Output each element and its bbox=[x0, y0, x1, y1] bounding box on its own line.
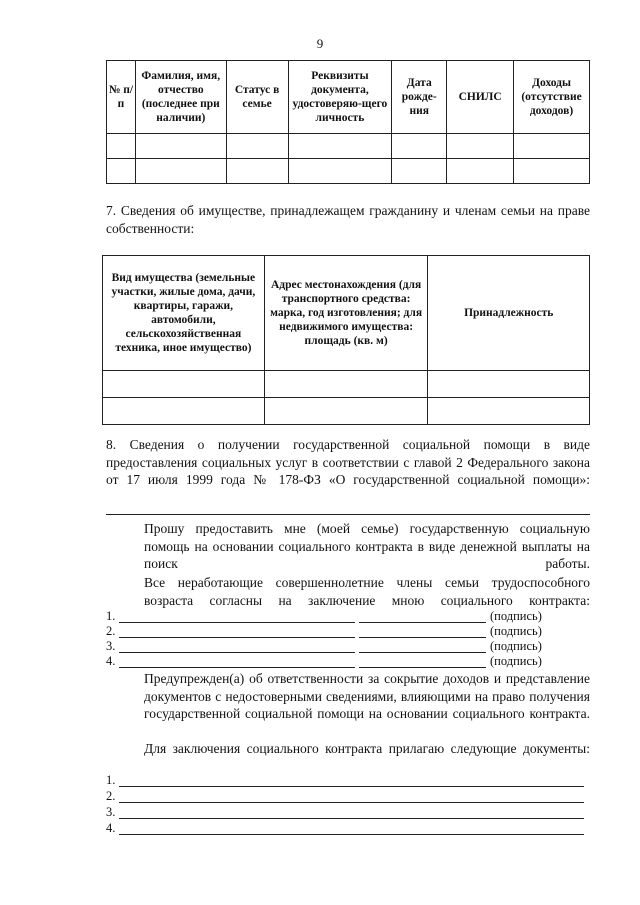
signature-label: (подпись) bbox=[490, 624, 542, 638]
attachment-line[interactable] bbox=[106, 804, 590, 821]
line-number: 1. bbox=[106, 773, 116, 787]
column-header-birth-date: Дата рожде-ния bbox=[392, 61, 447, 134]
table-cell[interactable] bbox=[447, 134, 514, 159]
warning-text: Предупрежден(а) об ответственности за сокрытие доходов и представление документов с недостоверными сведениями, влияющими на право получения государственной социальной помощи на основании социального контракта. bbox=[144, 671, 590, 721]
table-cell[interactable] bbox=[288, 134, 392, 159]
family-members-table bbox=[106, 60, 590, 184]
section-8-answer-line[interactable] bbox=[106, 514, 590, 515]
table-cell[interactable] bbox=[428, 398, 590, 425]
column-header-ownership: Принадлежность bbox=[428, 256, 590, 371]
table-cell[interactable] bbox=[135, 134, 226, 159]
attachment-line[interactable] bbox=[106, 820, 590, 837]
table-cell[interactable] bbox=[392, 159, 447, 184]
attachment-line[interactable] bbox=[106, 788, 590, 805]
table-row bbox=[107, 134, 590, 159]
table-row bbox=[107, 159, 590, 184]
attachments-text: Для заключения социального контракта прилагаю следующие документы: bbox=[144, 741, 590, 756]
property-table bbox=[102, 255, 590, 425]
table-cell[interactable] bbox=[264, 398, 428, 425]
column-header-property-address: Адрес местонахождения (для транспортного средства: марка, год изготовления; для недвижимого имущества: площадь (кв. м) bbox=[264, 256, 428, 371]
table-cell[interactable] bbox=[107, 134, 136, 159]
table-cell[interactable] bbox=[514, 134, 590, 159]
table-row bbox=[103, 398, 590, 425]
table-row bbox=[103, 371, 590, 398]
signature-label: (подпись) bbox=[490, 639, 542, 653]
signature-blank[interactable] bbox=[359, 667, 486, 668]
table-cell[interactable] bbox=[447, 159, 514, 184]
table-cell[interactable] bbox=[226, 134, 288, 159]
section-7-text: 7. Сведения об имуществе, принадлежащем гражданину и членам семьи на праве собственности: bbox=[106, 203, 590, 236]
table-cell[interactable] bbox=[392, 134, 447, 159]
request-text: Прошу предоставить мне (моей семье) государственную социальную помощь на основании социального контракта в виде денежной выплаты на поиск работы. bbox=[144, 521, 590, 571]
line-number: 2. bbox=[106, 624, 116, 638]
section-8-text: 8. Сведения о получении государственной социальной помощи в виде предоставления социальных услуг в соответствии с главой 2 Федерального закона от 17 июля 1999 года № 178-ФЗ «О государственной социальной помощи»: bbox=[106, 437, 590, 487]
line-number: 3. bbox=[106, 805, 116, 819]
attachment-blank[interactable] bbox=[119, 802, 584, 803]
table-cell[interactable] bbox=[107, 159, 136, 184]
table-cell[interactable] bbox=[514, 159, 590, 184]
column-header-id-document: Реквизиты документа, удостоверяю-щего личность bbox=[288, 61, 392, 134]
consent-signature-line[interactable] bbox=[106, 653, 590, 670]
consent-text: Все неработающие совершеннолетние члены семьи трудоспособного возраста согласны на заключение мною социального контракта: bbox=[144, 575, 590, 608]
table-cell[interactable] bbox=[288, 159, 392, 184]
column-header-number: № п/п bbox=[107, 61, 136, 134]
column-header-family-status: Статус в семье bbox=[226, 61, 288, 134]
table-cell[interactable] bbox=[103, 371, 265, 398]
page-number: 9 bbox=[316, 36, 324, 51]
column-header-income: Доходы (отсутствие доходов) bbox=[514, 61, 590, 134]
signature-label: (подпись) bbox=[490, 609, 542, 623]
attachment-blank[interactable] bbox=[119, 818, 584, 819]
line-number: 2. bbox=[106, 789, 116, 803]
table-cell[interactable] bbox=[264, 371, 428, 398]
line-number: 1. bbox=[106, 609, 116, 623]
line-number: 4. bbox=[106, 654, 116, 668]
column-header-snils: СНИЛС bbox=[447, 61, 514, 134]
attachment-blank[interactable] bbox=[119, 834, 584, 835]
column-header-property-type: Вид имущества (земельные участки, жилые дома, дачи, квартиры, гаражи, автомобили, сельскохозяйственная техника, иное имущество) bbox=[103, 256, 265, 371]
line-number: 4. bbox=[106, 821, 116, 835]
attachment-blank[interactable] bbox=[119, 786, 584, 787]
line-number: 3. bbox=[106, 639, 116, 653]
table-cell[interactable] bbox=[135, 159, 226, 184]
column-header-full-name: Фамилия, имя, отчество (последнее при наличии) bbox=[135, 61, 226, 134]
signature-label: (подпись) bbox=[490, 654, 542, 668]
table-cell[interactable] bbox=[428, 371, 590, 398]
table-cell[interactable] bbox=[103, 398, 265, 425]
table-cell[interactable] bbox=[226, 159, 288, 184]
name-blank[interactable] bbox=[119, 667, 355, 668]
attachment-line[interactable] bbox=[106, 772, 590, 789]
